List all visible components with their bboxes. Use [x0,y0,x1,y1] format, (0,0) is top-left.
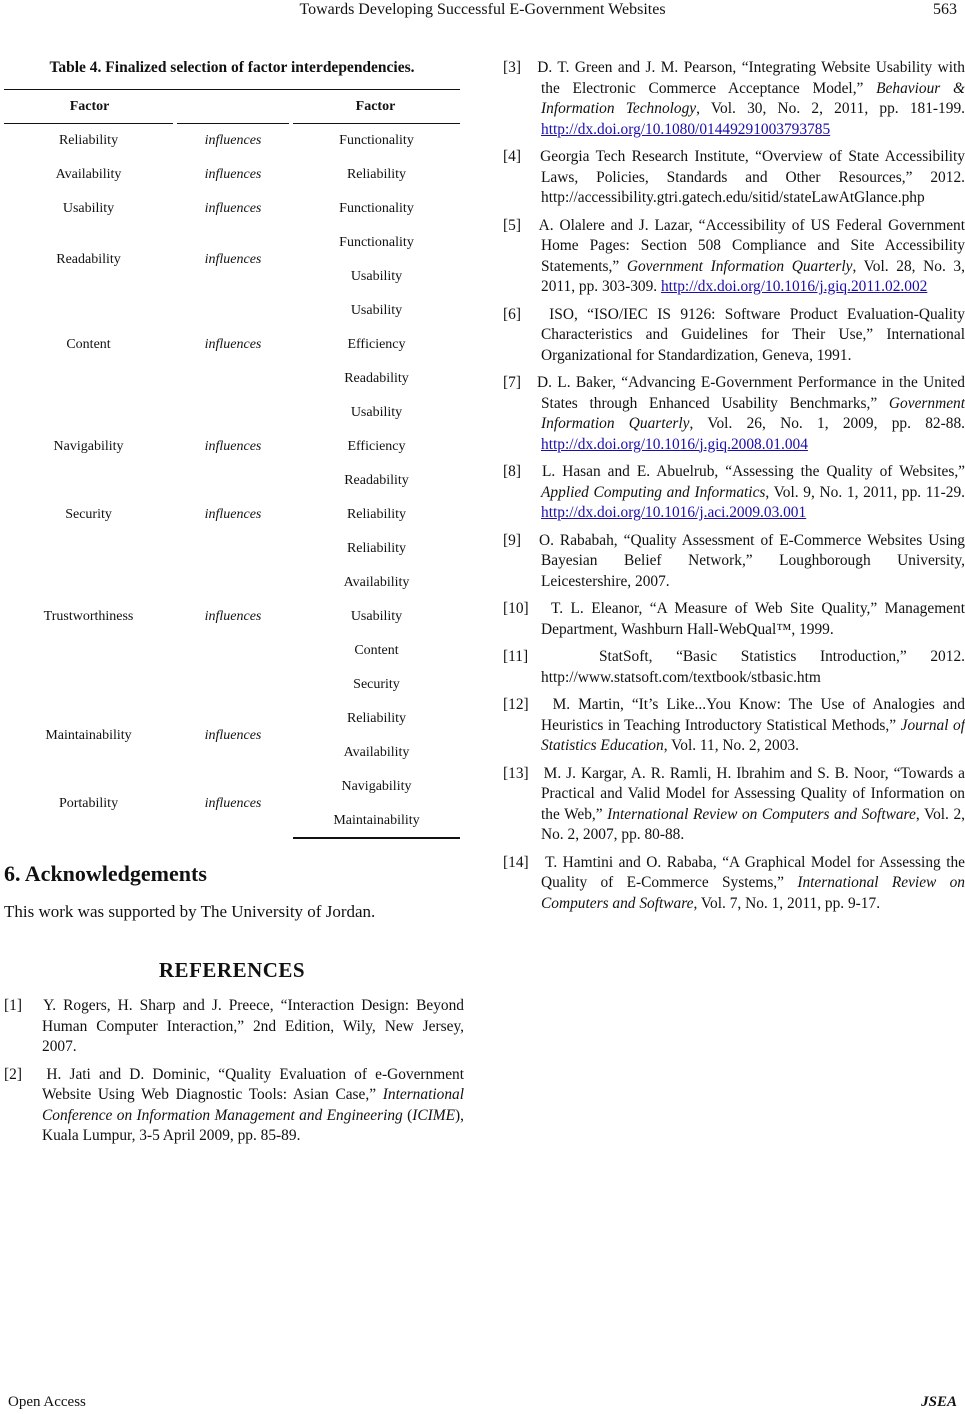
reference-number: [4] [503,148,521,165]
target-factor: Security [353,677,400,692]
reference-number: [5] [503,216,521,234]
left-column [4,58,465,1144]
relation-label: influences [175,124,291,159]
reference-item [503,462,965,524]
reference-number: [6] [503,305,521,323]
references-list-left [4,996,464,1154]
references-list-right [503,58,965,921]
header-factor-right: Factor [291,90,460,124]
reference-item [503,599,965,640]
reference-text: , Vol. 30, No. 2, 2011, pp. 181-199. [696,100,965,117]
source-factor: Maintainability [4,702,175,770]
reference-source: ICIME [412,1106,455,1124]
reference-item [503,531,965,593]
table-row [4,770,460,804]
reference-text: O. Rababah, “Quality Assessment of E-Commerce Websites Using Bayesian Belief Network,” Loughborough University, Leicestershire, 2007. [538,531,965,590]
reference-number: [2] [4,1065,22,1083]
reference-number: [11] [503,648,529,665]
reference-text: ( [402,1106,413,1124]
source-factor: Trustworthiness [4,532,175,702]
reference-item [503,305,965,367]
target-factor: Usability [350,405,403,420]
reference-item [503,216,965,298]
reference-text: , Vol. 7, No. 1, 2011, pp. 9-17. [693,894,881,912]
target-factor: Reliability [346,507,407,522]
reference-source: Government Information Quarterly [626,257,853,275]
reference-item [4,1065,464,1147]
target-factor: Readability [344,473,409,488]
doi-link[interactable]: http://dx.doi.org/10.1016/j.giq.2011.02.002 [660,278,928,295]
target-factor: Reliability [346,167,407,182]
acknowledgements-text: This work was supported by The University of Jordan. [4,902,376,921]
reference-number: [1] [4,997,22,1014]
target-factor: Functionality [339,133,414,148]
footer-open-access: Open Access [8,1394,86,1410]
target-factor: Maintainability [291,804,460,838]
reference-source: International Conference on Information Management and Engineering [42,1086,464,1124]
table-body [4,124,460,839]
target-factor: Usability [350,609,403,624]
reference-item [503,853,965,915]
reference-text: , Vol. 9, No. 1, 2011, pp. 11-29. [765,483,965,501]
reference-source: International Review on Computers and Software [541,874,965,912]
table-caption: Table 4. Finalized selection of factor interdependencies. [49,59,415,76]
table-row [4,702,460,736]
reference-source: International Review on Computers and Software [607,805,916,823]
reference-number: [8] [503,463,521,480]
acknowledgements-heading: 6. Acknowledgements [4,861,207,886]
reference-source: Applied Computing and Informatics [541,483,766,501]
table-row [4,192,460,226]
relation-label: influences [175,192,291,226]
relation-label: influences [175,158,291,192]
reference-text: , Vol. 28, No. 3, 2011, pp. 303-309. [541,257,965,295]
reference-item [503,147,965,209]
reference-number: [14] [503,853,529,871]
source-factor: Usability [4,192,175,226]
reference-text: Georgia Tech Research Institute, “Overview of State Accessibility Laws, Policies, Standards and Other Resources,” 2012. http://accessibility.gtri.gatech.edu/sitid/stateLawAtGlance.php [540,148,965,206]
target-factor: Efficiency [347,439,406,454]
table-row [4,498,460,532]
relation-label: influences [175,702,291,770]
target-factor: Functionality [339,201,414,216]
source-factor: Portability [4,770,175,838]
target-factor: Reliability [346,541,407,556]
target-factor: Usability [350,303,403,318]
reference-text: H. Jati and D. Dominic, “Quality Evaluation of e-Government Website Using Web Diagnostic Tools: Asian Case,” [42,1065,465,1103]
reference-source: Behaviour & Information Technology [541,79,965,117]
reference-item [503,58,965,140]
reference-text: T. Hamtini and O. Rababa, “A Graphical Model for Assessing the Quality of E-Commerce Systems,” [541,853,965,891]
target-factor: Efficiency [347,337,406,352]
running-title: Towards Developing Successful E-Government Websites [299,1,666,18]
reference-text: Y. Rogers, H. Sharp and J. Preece, “Interaction Design: Beyond Human Computer Interaction,” 2nd Edition, Wily, New Jersey, 2007. [42,997,464,1055]
reference-number: [3] [503,59,521,76]
reference-text: D. T. Green and J. M. Pearson, “Integrating Website Usability with the Electronic Commerce Acceptance Model,” [537,59,965,97]
reference-item [503,764,965,846]
reference-text: D. L. Baker, “Advancing E-Government Performance in the United States through Enhanced Usability Benchmarks,” [536,374,965,412]
relation-label: influences [175,498,291,532]
relation-label: influences [175,226,291,294]
page-number: 563 [933,1,957,18]
target-factor: Functionality [339,235,414,250]
doi-link[interactable]: http://dx.doi.org/10.1016/j.giq.2008.01.004 [541,435,808,453]
relation-label: influences [175,532,291,702]
table-row [4,532,460,566]
references-heading: REFERENCES [158,958,306,982]
target-factor: Usability [350,269,403,284]
target-factor: Content [354,643,399,658]
table-row [4,396,460,430]
target-factor: Readability [344,371,409,386]
doi-link[interactable]: http://dx.doi.org/10.1016/j.aci.2009.03.001 [541,504,807,521]
reference-text: T. L. Eleanor, “A Measure of Web Site Quality,” Management Department, Washburn Hall-WebQual™, 1999. [541,600,965,638]
source-factor: Navigability [4,396,175,498]
reference-text: StatSoft, “Basic Statistics Introduction,” 2012. http://www.statsoft.com/textbook/stbasic.htm [541,648,965,686]
source-factor: Content [4,294,175,396]
reference-source: Journal of Statistics Education [541,716,965,754]
relation-label: influences [175,294,291,396]
reference-text: ), Kuala Lumpur, 3-5 April 2009, pp. 85-89. [42,1106,464,1144]
reference-number: [10] [503,600,529,617]
table-row [4,294,460,328]
reference-source: Government Information Quarterly [541,394,965,432]
table-row [4,158,460,192]
reference-item [503,695,965,757]
reference-text: , Vol. 2, No. 2, 2007, pp. 80-88. [541,805,965,843]
target-factor: Availability [343,745,410,760]
table-row [4,124,460,159]
reference-number: [7] [503,374,521,391]
reference-text: , Vol. 11, No. 2, 2003. [663,737,799,754]
table-row [4,226,460,260]
footer-journal: JSEA [921,1394,957,1410]
target-factor: Availability [343,575,410,590]
table-header-row [4,90,460,124]
reference-number: [9] [503,531,521,549]
reference-number: [12] [503,696,529,713]
source-factor: Readability [4,226,175,294]
reference-text: , Vol. 26, No. 1, 2009, pp. 82-88. [689,415,965,432]
reference-text: L. Hasan and E. Abuelrub, “Assessing the Quality of Websites,” [541,463,965,480]
reference-item [503,647,965,688]
source-factor: Reliability [4,124,175,159]
reference-text: M. Martin, “It’s Like...You Know: The Use of Analogies and Heuristics in Teaching Introductory Statistical Methods,” [541,696,965,734]
header-relation [175,90,291,124]
source-factor: Security [4,498,175,532]
reference-number: [13] [503,764,529,782]
relation-label: influences [175,770,291,838]
header-factor-left: Factor [4,90,175,124]
reference-item [503,373,965,455]
reference-text: ISO, “ISO/IEC IS 9126: Software Product Evaluation-Quality Characteristics and Guidelines for Their Use,” International Organizational for Standardization, Geneva, 1991. [541,305,965,364]
target-factor: Navigability [341,779,412,794]
doi-link[interactable]: http://dx.doi.org/10.1080/01449291003793785 [541,120,831,138]
factor-table [4,89,460,839]
reference-text: A. Olalere and J. Lazar, “Accessibility of US Federal Government Home Pages: Section 508 Compliance and Site Accessibility Statements,” [538,216,965,275]
target-factor: Reliability [346,711,407,726]
reference-text: M. J. Kargar, A. R. Ramli, H. Ibrahim and S. B. Noor, “Towards a Practical and Valid Model for Assessing Quality of Information on the Web,” [541,764,965,823]
reference-item [4,996,464,1058]
relation-label: influences [175,396,291,498]
source-factor: Availability [4,158,175,192]
